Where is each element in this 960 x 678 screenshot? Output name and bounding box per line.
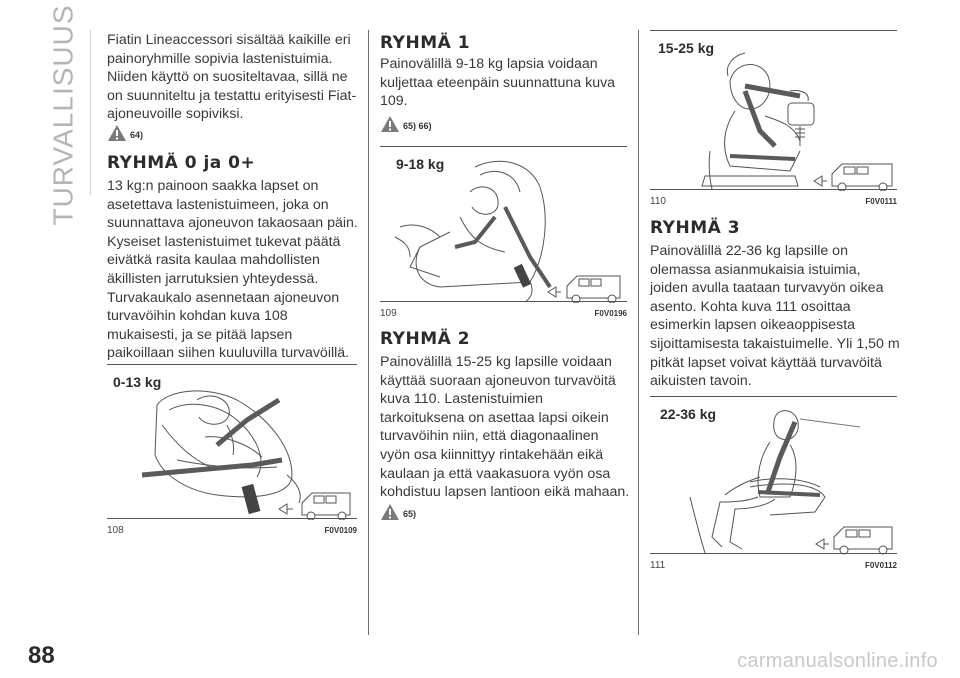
van-icon bbox=[567, 276, 620, 303]
warning-refs: 65) bbox=[403, 509, 417, 519]
page-number: 88 bbox=[28, 642, 55, 669]
figure-110 bbox=[650, 30, 897, 207]
figure-111-number: 111 bbox=[650, 560, 666, 571]
figure-109-code: F0V0196 bbox=[594, 309, 627, 318]
forward-child-seat-illustration bbox=[380, 147, 627, 303]
section-title-text: TURVALLISUUS bbox=[48, 4, 79, 226]
group-2-paragraph: Painovälillä 15-25 kg lapsille voidaan käyttää suoraan ajoneuvon turvavöitä kuva 110. Lastenistuimien tarkoituksena on asettaa lapsi oikein turvavöihin niin, että diagonaalinen vyön osa kiinnittyy rintakehään eikä kaulaan ja että vaakasuora vyön osa kohdistuu lapsen lantioon eikä mahaan. bbox=[380, 354, 630, 501]
figure-109 bbox=[380, 146, 627, 319]
figure-108-rule bbox=[107, 518, 357, 519]
direction-arrow-icon bbox=[814, 176, 827, 186]
column-divider-2 bbox=[638, 30, 639, 635]
figure-108-number: 108 bbox=[107, 525, 124, 536]
figure-108 bbox=[107, 364, 357, 536]
watermark: carmanualsonline.info bbox=[737, 650, 938, 672]
warning-triangle-icon bbox=[380, 115, 400, 133]
figure-109-number: 109 bbox=[380, 308, 397, 319]
intro-paragraph: Fiatin Lineaccessori sisältää kaikille eri painoryhmille sopivia lastenistuimia. Niiden käyttö on suositeltavaa, sillä ne on suunniteltu ja testattu erityisesti Fiat-ajoneuvoille sopiviksi. bbox=[107, 32, 357, 123]
direction-arrow-icon bbox=[548, 287, 561, 297]
group-3-paragraph: Painovälillä 22-36 kg lapsille on olemassa asianmukaisia istuimia, joiden avulla taataan turvavyön oikea asento. Kohta kuva 111 osoittaa esimerkin lapsen oikeaoppisesta sijoittamisesta takaistuimelle. Yli 1,50 m pitkät lapset voivat käyttää turvavöitä aikuisten tavoin. bbox=[650, 243, 900, 390]
warning-note-65 bbox=[380, 503, 416, 521]
direction-arrow-icon bbox=[279, 504, 293, 514]
figure-110-code: F0V0111 bbox=[865, 197, 897, 206]
direction-arrow-icon bbox=[816, 539, 829, 549]
child-with-adult-belt-illustration bbox=[650, 397, 897, 555]
group-1-paragraph: Painovälillä 9-18 kg lapsia voidaan kuljettaa eteenpäin suunnattuna kuva 109. bbox=[380, 56, 616, 110]
heading-group-2: RYHMÄ 2 bbox=[380, 329, 471, 349]
figure-111-code: F0V0112 bbox=[864, 561, 897, 570]
infant-carrier-illustration bbox=[107, 365, 357, 520]
figure-111-label: 22-36 kg bbox=[660, 406, 717, 422]
warning-triangle-icon bbox=[107, 124, 127, 142]
figure-108-code: F0V0109 bbox=[324, 526, 357, 535]
booster-seat-illustration bbox=[650, 31, 897, 191]
figure-109-rule bbox=[380, 301, 627, 302]
figure-110-number: 110 bbox=[650, 196, 666, 207]
figure-108-label: 0-13 kg bbox=[113, 374, 162, 390]
figure-110-label: 15-25 kg bbox=[658, 40, 715, 56]
figure-109-label: 9-18 kg bbox=[396, 156, 445, 172]
warning-note-65-66 bbox=[380, 115, 432, 133]
group-0-paragraph: 13 kg:n painoon saakka lapset on asetettava lastenistuimeen, joka on suunnattava ajoneuvon takaosaan päin. Kyseiset lastenistuimet tukevat päätä eivätkä rasita kaulaa mahdollisten äkillisten jarrutuksien yhteydessä. Turvakaukalo asennetaan ajoneuvon turvavöihin kohdan kuva 108 mukaisesti, ja se pitää lapsen paikoillaan siihen kuuluvilla turvavöillä. bbox=[107, 178, 358, 362]
section-divider bbox=[90, 30, 91, 195]
figure-111-rule bbox=[650, 553, 897, 554]
warning-refs: 65) 66) bbox=[403, 121, 432, 131]
warning-note-64 bbox=[107, 124, 143, 142]
van-icon bbox=[834, 527, 892, 554]
heading-group-1: RYHMÄ 1 bbox=[380, 33, 471, 53]
figure-110-rule bbox=[650, 189, 897, 190]
figure-111 bbox=[650, 396, 897, 571]
section-title bbox=[40, 4, 88, 226]
van-icon bbox=[832, 164, 892, 191]
heading-group-0: RYHMÄ 0 ja 0+ bbox=[107, 153, 256, 173]
column-divider-1 bbox=[368, 30, 369, 635]
van-icon bbox=[302, 493, 350, 520]
warning-refs: 64) bbox=[130, 130, 144, 140]
warning-triangle-icon bbox=[380, 503, 400, 521]
heading-group-3: RYHMÄ 3 bbox=[650, 218, 741, 238]
